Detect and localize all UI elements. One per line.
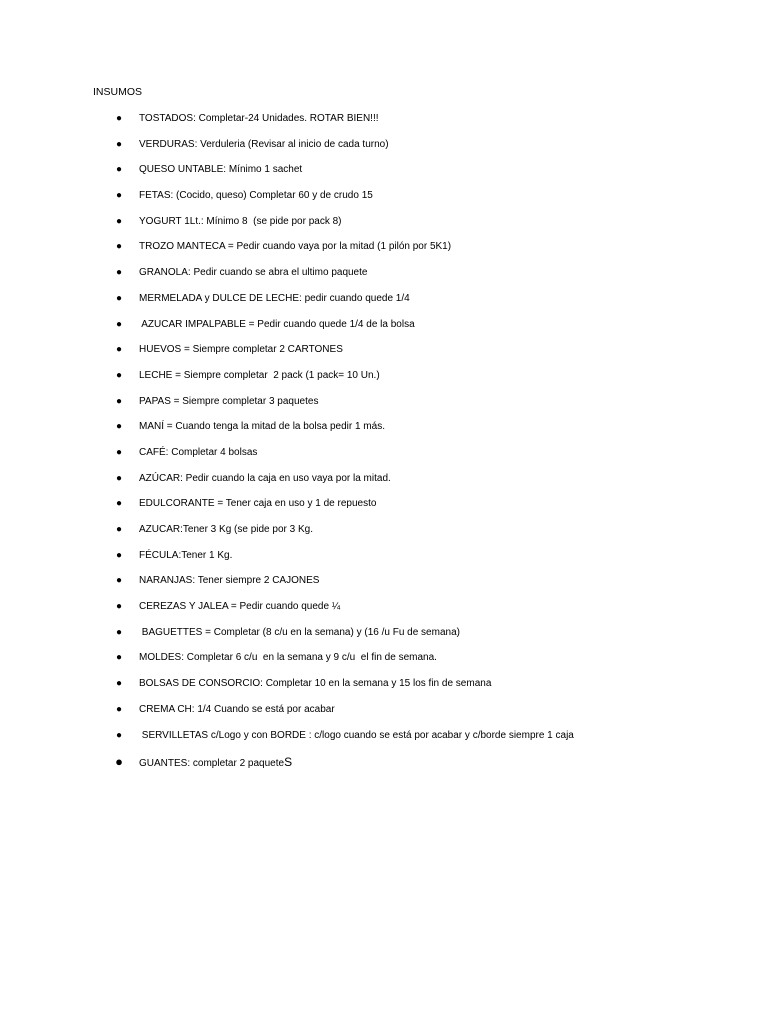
- list-item-text: LECHE = Siempre completar 2 pack (1 pack= 10 Un.): [139, 369, 380, 381]
- list-item: [0, 343, 720, 369]
- bullet-icon: ●: [115, 369, 123, 381]
- list-item: [0, 163, 720, 189]
- list-item-text: FETAS: (Cocido, queso) Completar 60 y de crudo 15: [139, 190, 373, 202]
- list-item: [0, 600, 720, 626]
- bullet-icon: ●: [115, 318, 123, 330]
- list-item-text: MANÍ = Cuando tenga la mitad de la bolsa pedir 1 más.: [139, 421, 385, 433]
- list-item-text: BAGUETTES = Completar (8 c/u en la semana) y (16 /u Fu de semana): [139, 626, 460, 638]
- bullet-icon: ●: [115, 601, 123, 613]
- list-item-text: EDULCORANTE = Tener caja en uso y 1 de repuesto: [139, 498, 377, 510]
- list-item: [0, 729, 720, 755]
- bullet-icon: ●: [115, 754, 123, 770]
- list-item: [0, 138, 720, 164]
- list-item: [0, 395, 720, 421]
- bullet-icon: ●: [115, 472, 123, 484]
- bullet-icon: ●: [115, 678, 123, 690]
- list-item-text: VERDURAS: Verduleria (Revisar al inicio de cada turno): [139, 138, 389, 150]
- list-item: [0, 112, 720, 138]
- supplies-list: [0, 112, 720, 780]
- bullet-icon: ●: [115, 446, 123, 458]
- list-item: [0, 497, 720, 523]
- bullet-icon: ●: [115, 138, 123, 150]
- bullet-icon: ●: [115, 575, 123, 587]
- list-item-text: TOSTADOS: Completar-24 Unidades. ROTAR BIEN!!!: [139, 113, 379, 124]
- list-item: [0, 292, 720, 318]
- list-item: [0, 549, 720, 575]
- bullet-icon: ●: [115, 164, 123, 176]
- list-item: [0, 420, 720, 446]
- bullet-icon: ●: [115, 215, 123, 227]
- list-item-text: MERMELADA y DULCE DE LECHE: pedir cuando quede 1/4: [139, 292, 410, 304]
- bullet-icon: ●: [115, 421, 123, 433]
- list-item-text: HUEVOS = Siempre completar 2 CARTONES: [139, 344, 343, 356]
- list-item-text: PAPAS = Siempre completar 3 paquetes: [139, 395, 319, 407]
- list-item-text: NARANJAS: Tener siempre 2 CAJONES: [139, 575, 320, 587]
- bullet-icon: ●: [115, 729, 123, 741]
- bullet-icon: ●: [115, 524, 123, 535]
- list-item-text: CREMA CH: 1/4 Cuando se está por acabar: [139, 703, 335, 715]
- list-item: [0, 446, 720, 472]
- list-item-text: AZÚCAR: Pedir cuando la caja en uso vaya por la mitad.: [139, 472, 391, 484]
- list-item: [0, 318, 720, 344]
- list-item-text: QUESO UNTABLE: Mínimo 1 sachet: [139, 164, 303, 176]
- bullet-icon: ●: [115, 267, 123, 279]
- bullet-icon: ●: [115, 190, 123, 202]
- list-item-text: [139, 756, 292, 770]
- list-item-text: SERVILLETAS c/Logo y con BORDE : c/logo cuando se está por acabar y c/borde siempre 1 caja: [139, 729, 574, 741]
- list-item-text-main: GUANTES: completar 2 paquete: [139, 758, 285, 770]
- list-item: [0, 240, 720, 266]
- list-item: [0, 369, 720, 395]
- bullet-icon: ●: [115, 626, 123, 638]
- list-item: [0, 215, 720, 241]
- list-item-text: CEREZAS Y JALEA = Pedir cuando quede ¼: [139, 601, 341, 613]
- list-item-text: BOLSAS DE CONSORCIO: Completar 10 en la semana y 15 los fin de semana: [139, 678, 492, 690]
- list-item: [0, 523, 720, 549]
- list-item-text: AZUCAR IMPALPABLE = Pedir cuando quede 1/4 de la bolsa: [139, 318, 415, 330]
- list-item-text: TROZO MANTECA = Pedir cuando vaya por la mitad (1 pilón por 5K1): [139, 241, 452, 253]
- list-item: [0, 754, 720, 780]
- list-item: [0, 574, 720, 600]
- list-item: [0, 703, 720, 729]
- bullet-icon: ●: [115, 498, 123, 510]
- list-item-text: YOGURT 1Lt.: Mínimo 8 (se pide por pack 8): [139, 215, 342, 227]
- list-item: [0, 651, 720, 677]
- bullet-icon: ●: [115, 113, 123, 124]
- list-item-text: GRANOLA: Pedir cuando se abra el ultimo paquete: [139, 267, 368, 279]
- list-item: [0, 266, 720, 292]
- bullet-icon: ●: [115, 395, 123, 407]
- bullet-icon: ●: [115, 241, 123, 253]
- list-item-text-suffix: S: [284, 755, 293, 770]
- bullet-icon: ●: [115, 344, 123, 356]
- bullet-icon: ●: [115, 549, 123, 561]
- bullet-icon: ●: [115, 703, 123, 715]
- list-item-text: CAFÉ: Completar 4 bolsas: [139, 446, 258, 458]
- list-item: [0, 626, 720, 652]
- list-item-text: AZUCAR:Tener 3 Kg (se pide por 3 Kg.: [139, 524, 313, 535]
- list-item: [0, 677, 720, 703]
- document-heading: INSUMOS: [93, 86, 143, 98]
- list-item: [0, 189, 720, 215]
- list-item: [0, 472, 720, 498]
- list-item-text: FÉCULA:Tener 1 Kg.: [139, 549, 233, 561]
- bullet-icon: ●: [115, 292, 123, 304]
- bullet-icon: ●: [115, 652, 123, 664]
- list-item-text: MOLDES: Completar 6 c/u en la semana y 9 c/u el fin de semana.: [139, 652, 437, 664]
